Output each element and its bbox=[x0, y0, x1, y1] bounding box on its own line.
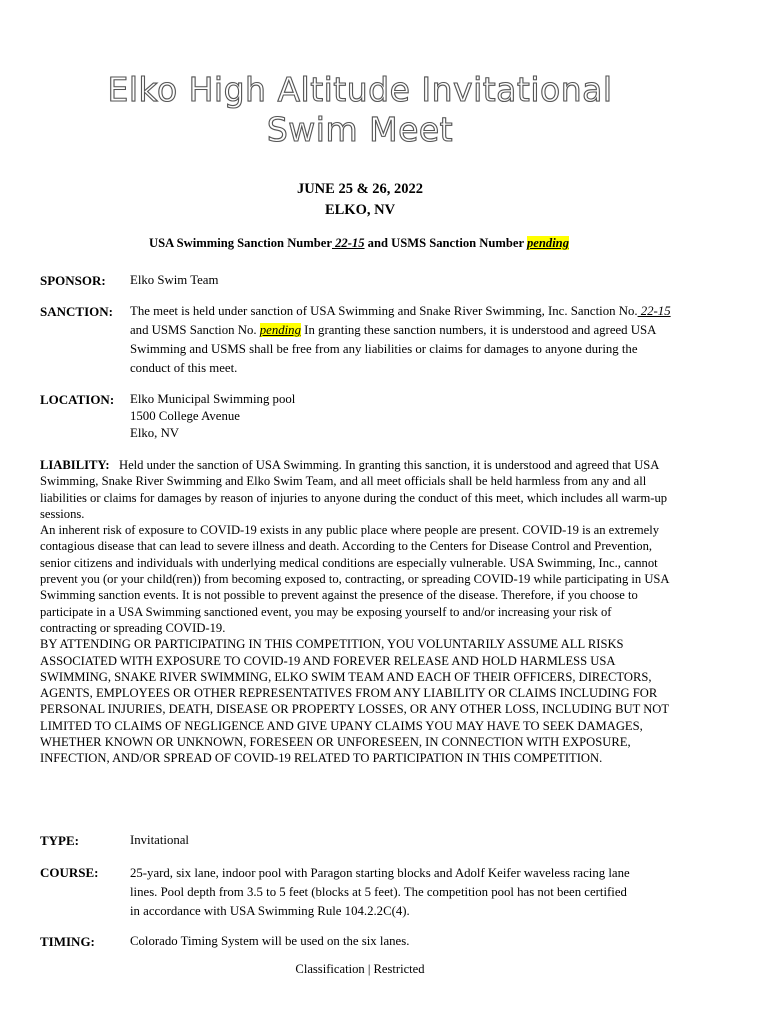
classification-footer: Classification | Restricted bbox=[295, 962, 425, 976]
location-value bbox=[130, 391, 690, 441]
sanction-usms-number: pending bbox=[259, 323, 301, 337]
sanction-text-1: The meet is held under sanction of USA Swimming and Snake River Swimming, Inc. Sanction No. bbox=[130, 304, 638, 318]
sanction-value bbox=[130, 302, 678, 378]
location-street: 1500 College Avenue bbox=[130, 408, 240, 423]
usms-sanction-number: pending bbox=[527, 236, 569, 250]
type-value: Invitational bbox=[130, 833, 189, 847]
sponsor-label: SPONSOR: bbox=[40, 273, 106, 288]
page-title-line1: Elko High Altitude Invitational bbox=[107, 70, 613, 109]
liability-section bbox=[40, 457, 670, 767]
sponsor-value: Elko Swim Team bbox=[130, 273, 219, 287]
sanction-numbers-line bbox=[0, 236, 718, 251]
timing-label: TIMING: bbox=[40, 934, 95, 949]
liability-paragraph-1 bbox=[40, 457, 670, 522]
course-value: 25-yard, six lane, indoor pool with Paragon starting blocks and Adolf Keifer waveless racing lane lines. Pool depth from 3.5 to 5 feet (blocks at 5 feet). The competition pool has not been certified in accordance with USA Swimming Rule 104.2.2C(4). bbox=[130, 866, 630, 918]
liability-paragraph-2: An inherent risk of exposure to COVID-19 exists in any public place where people are present. COVID-19 is an extremely contagious disease that can lead to severe illness and death. According to the Centers for Disease Control and Prevention, senior citizens and individuals with underlying medical conditions are especially vulnerable. USA Swimming, Inc., cannot prevent you (or your child(ren)) from becoming exposed to, contracting, or spreading COVID-19 while participating in USA Swimming sanction events. It is not possible to prevent against the presence of the disease. Therefore, if you choose to participate in a USA Swimming sanctioned event, you may be exposing yourself to and/or increasing your risk of contracting or spreading COVID-19. bbox=[40, 523, 669, 635]
sanction-text-3: In granting these sanction numbers, it is understood and agreed USA Swimming and USMS shall be free from any liabilities or claims for damages to anyone during the conduct of this meet. bbox=[130, 323, 656, 375]
location-city: Elko, NV bbox=[130, 425, 180, 440]
location-venue: Elko Municipal Swimming pool bbox=[130, 392, 296, 406]
type-label: TYPE: bbox=[40, 833, 79, 848]
course-label: COURSE: bbox=[40, 865, 99, 880]
sanction-label: SANCTION: bbox=[40, 304, 113, 319]
usa-sanction-number: 22-15 bbox=[331, 236, 365, 250]
sanction-line-prefix: USA Swimming Sanction Number bbox=[149, 236, 332, 250]
sanction-line-middle: and USMS Sanction Number bbox=[364, 236, 527, 250]
sanction-text-2: and USMS Sanction No. bbox=[130, 323, 260, 337]
meet-city: ELKO, NV bbox=[324, 202, 396, 218]
liability-text-1: Held under the sanction of USA Swimming. In granting this sanction, it is understood and agreed that USA Swimming, Snake River Swimming and Elko Swim Team, and all meet officials shall be held harmless from any and all liabilities or claims for damages by reason of injuries to anyone during the conduct of this meet, which includes all warm-up sessions. bbox=[40, 458, 668, 521]
liability-paragraph-3: BY ATTENDING OR PARTICIPATING IN THIS COMPETITION, YOU VOLUNTARILY ASSUME ALL RISKS ASSOCIATED WITH EXPOSURE TO COVID-19 AND FOREVER RELEASE AND HOLD HARMLESS USA SWIMMING, SNAKE RIVER SWIMMING, ELKO SWIM TEAM AND EACH OF THEIR OFFICERS, DIRECTORS, AGENTS, EMPLOYEES OR OTHER REPRESENTATIVES FROM ANY LIABILITY OR CLAIMS INCLUDING FOR PERSONAL INJURIES, DEATH, DISEASE OR PROPERTY LOSSES, OR ANY OTHER LOSS, INCLUDING BUT NOT LIMITED TO CLAIMS OF NEGLIGENCE AND GIVE UPANY CLAIMS YOU MAY HAVE TO SEEK DAMAGES, WHETHER KNOWN OR UNKNOWN, FORESEEN OR UNFORESEEN, IN CONNECTION WITH EXPOSURE, INFECTION, AND/OR SPREAD OF COVID-19 RELATED TO PARTICIPATION IN THIS COMPETITION. bbox=[40, 637, 669, 766]
meet-dates: JUNE 25 & 26, 2022 bbox=[296, 181, 424, 197]
location-label: LOCATION: bbox=[40, 392, 115, 407]
page-title-line2: Swim Meet bbox=[266, 110, 454, 149]
sanction-usa-number: 22-15 bbox=[637, 304, 671, 318]
timing-value: Colorado Timing System will be used on the six lanes. bbox=[130, 934, 410, 948]
liability-label: LIABILITY: bbox=[40, 458, 110, 472]
